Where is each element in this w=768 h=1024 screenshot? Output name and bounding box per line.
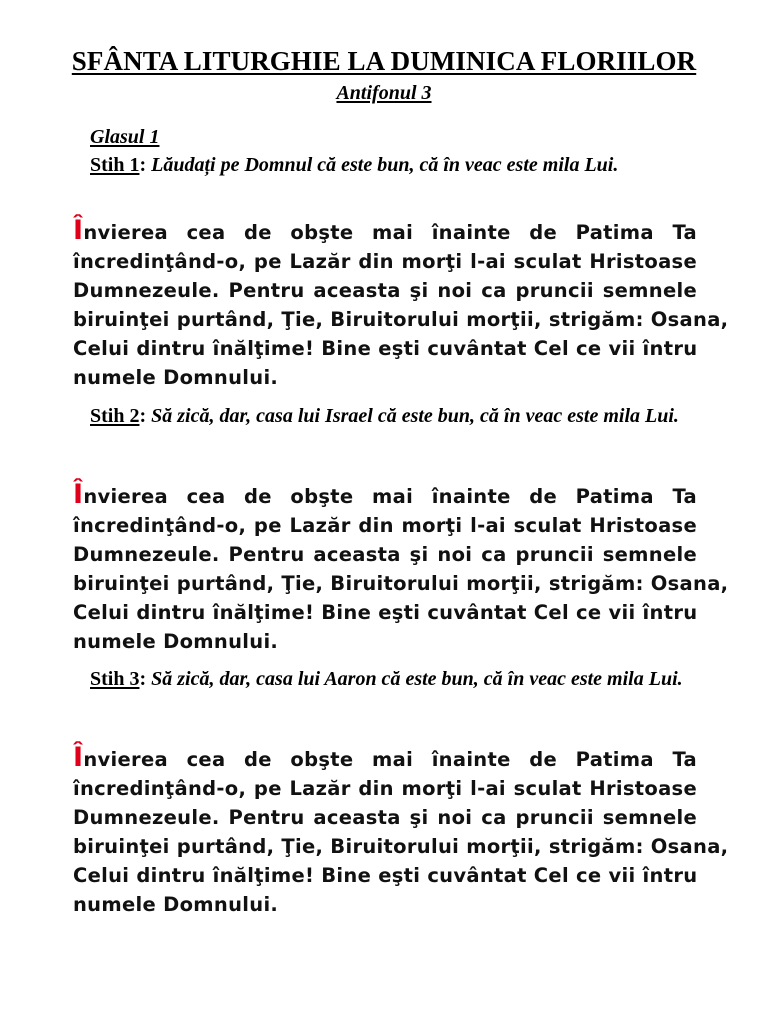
troparion-1 [73,215,729,392]
troparion-line: biruinţei purtând, Ţie, Biruitorului morţii, strigăm: Osana, [73,308,729,331]
troparion-line: Dumnezeule. Pentru aceasta şi noi ca pruncii semnele [73,543,697,566]
troparion-line: Dumnezeule. Pentru aceasta şi noi ca pruncii semnele [73,279,697,302]
stih-2-text: Să zică, dar, casa lui Israel că este bun, că în veac este mila Lui. [151,405,679,427]
troparion-line: încredinţând-o, pe Lazăr din morţi l-ai sculat Hristoase [73,250,697,273]
stih-2 [47,403,721,430]
troparion-line: numele Domnului. [73,630,279,653]
troparion-line: Celui dintru înălţime! Bine eşti cuvântat Cel ce vii întru [73,337,698,360]
troparion-line: biruinţei purtând, Ţie, Biruitorului morţii, strigăm: Osana, [73,835,729,858]
troparion-line: numele Domnului. [73,893,279,916]
stih-3 [47,666,721,693]
glas-label: Glasul 1 [90,126,160,148]
stih-3-label: Stih 3 [90,668,140,690]
troparion-line: Învierea cea de obşte mai înainte de Patima Ta [73,479,697,510]
stih-2-sep: : [139,405,147,427]
stih-1-text: Lăudați pe Domnul că este bun, că în veac este mila Lui. [151,154,619,176]
document-subtitle: Antifonul 3 [336,82,432,104]
troparion-line: numele Domnului. [73,366,279,389]
troparion-line: Celui dintru înălţime! Bine eşti cuvântat Cel ce vii întru [73,601,698,624]
troparion-line: Celui dintru înălţime! Bine eşti cuvântat Cel ce vii întru [73,864,698,887]
troparion-line: Dumnezeule. Pentru aceasta şi noi ca pruncii semnele [73,806,697,829]
stih-3-sep: : [139,668,147,690]
troparion-line: încredinţând-o, pe Lazăr din morţi l-ai sculat Hristoase [73,777,697,800]
troparion-line: Învierea cea de obşte mai înainte de Patima Ta [73,742,697,773]
stih-1-label: Stih 1 [90,154,140,176]
troparion-line: Învierea cea de obşte mai înainte de Patima Ta [73,215,697,246]
troparion-line: încredinţând-o, pe Lazăr din morţi l-ai sculat Hristoase [73,514,697,537]
troparion-3 [73,742,729,919]
red-initial: Î [73,479,84,510]
troparion-2 [73,479,729,656]
stih-1 [90,154,618,177]
stih-2-label: Stih 2 [90,405,140,427]
red-initial: Î [73,742,84,773]
stih-3-text: Să zică, dar, casa lui Aaron că este bun, că în veac este mila Lui. [151,668,683,690]
troparion-line: biruinţei purtând, Ţie, Biruitorului morţii, strigăm: Osana, [73,572,729,595]
red-initial: Î [73,215,84,246]
document-title: SFÂNTA LITURGHIE LA DUMINICA FLORIILOR [71,46,697,76]
stih-1-sep: : [139,154,147,176]
